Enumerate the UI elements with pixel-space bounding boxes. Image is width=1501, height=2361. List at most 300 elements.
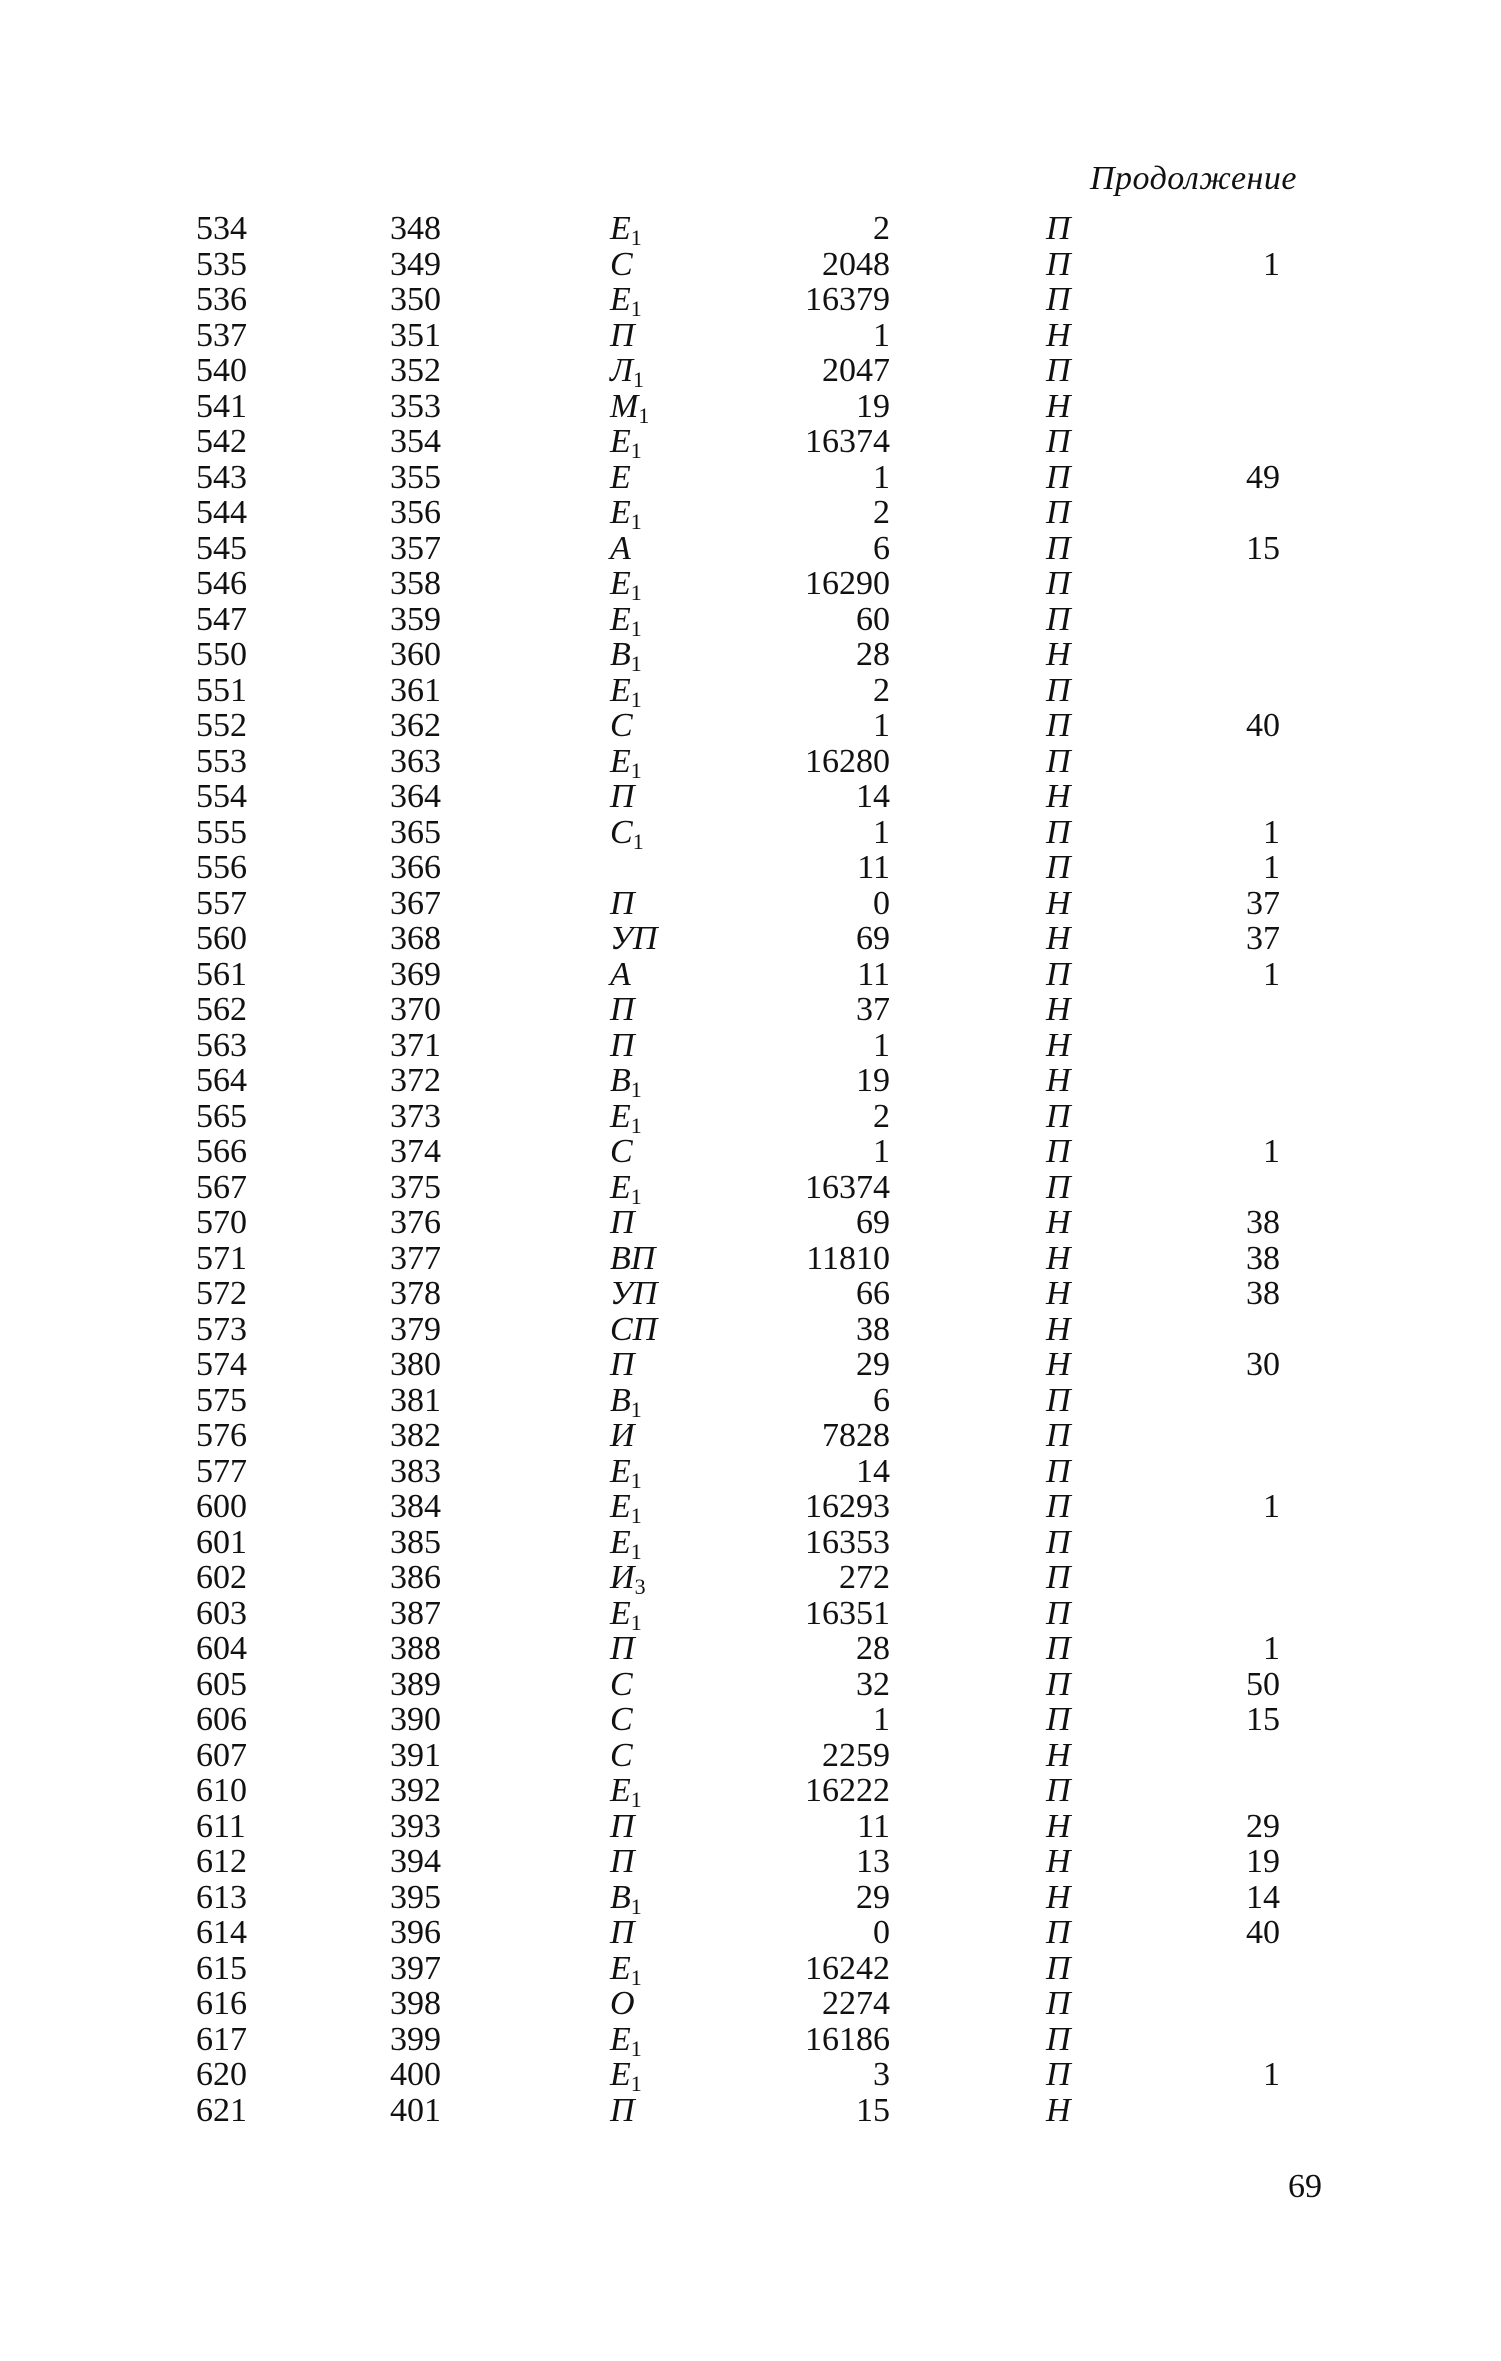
address-cell: 616 [196, 1985, 247, 2022]
operation-cell [610, 352, 690, 392]
table-row [0, 565, 1501, 605]
table-row [0, 1631, 1501, 1667]
flag-cell: П [1046, 1630, 1071, 1667]
index-cell: 355 [390, 458, 441, 496]
operation-cell [610, 1028, 690, 1064]
operand-cell: 2274 [822, 1985, 890, 2022]
operand-cell: 6 [873, 1381, 890, 1419]
operation-cell [610, 779, 690, 815]
index-cell: 393 [390, 1807, 441, 1845]
index-cell: 364 [390, 778, 441, 815]
table-row [0, 1523, 1501, 1564]
address-cell: 560 [196, 920, 247, 957]
flag-cell: Н [1046, 884, 1071, 922]
value-cell: 37 [1246, 884, 1280, 922]
page-number: 69 [1288, 2168, 1322, 2205]
flag-cell: П [1046, 245, 1071, 283]
operation-letter: Е [610, 1523, 631, 1561]
operation-letter: П [610, 2091, 635, 2129]
flag-cell: П [1046, 813, 1071, 851]
table-row [0, 1772, 1501, 1812]
operand-cell: 16379 [805, 281, 890, 318]
address-cell: 540 [196, 352, 247, 389]
operation-cell [610, 1168, 690, 1209]
operand-cell: 16353 [805, 1523, 890, 1561]
index-cell: 369 [390, 955, 441, 993]
operand-cell: 32 [856, 1665, 890, 1703]
operand-cell: 69 [856, 1204, 890, 1241]
index-cell: 387 [390, 1594, 441, 1632]
operation-letter: Е [610, 1097, 631, 1135]
operation-letter: П [610, 1843, 635, 1880]
operation-cell [610, 1488, 690, 1528]
value-cell: 1 [1263, 813, 1280, 851]
table-row [0, 1134, 1501, 1170]
table-row [0, 600, 1501, 641]
operation-cell [610, 531, 690, 567]
operand-cell: 69 [856, 920, 890, 957]
operation-cell [610, 1452, 690, 1493]
operation-letter: П [610, 1026, 635, 1064]
operation-cell [610, 708, 690, 744]
table-row [0, 423, 1501, 463]
operation-cell [610, 1702, 690, 1738]
address-cell: 562 [196, 991, 247, 1028]
address-cell: 607 [196, 1736, 247, 1774]
flag-cell: П [1046, 423, 1071, 460]
operand-cell: 0 [873, 884, 890, 922]
table-row [0, 1168, 1501, 1209]
table-row [0, 850, 1501, 886]
flag-cell: Н [1046, 778, 1071, 815]
operand-cell: 14 [856, 778, 890, 815]
flag-cell: П [1046, 600, 1071, 638]
index-cell: 397 [390, 1949, 441, 1987]
index-cell: 350 [390, 281, 441, 318]
value-cell: 40 [1246, 1914, 1280, 1951]
address-cell: 611 [196, 1807, 246, 1845]
index-cell: 370 [390, 991, 441, 1028]
operation-cell [610, 1418, 690, 1454]
operand-cell: 13 [856, 1843, 890, 1880]
value-cell: 30 [1246, 1346, 1280, 1383]
index-cell: 352 [390, 352, 441, 389]
address-cell: 603 [196, 1594, 247, 1632]
operation-cell [610, 813, 690, 854]
index-cell: 386 [390, 1559, 441, 1596]
address-cell: 543 [196, 458, 247, 496]
flag-cell: П [1046, 1133, 1071, 1170]
table-row [0, 1488, 1501, 1528]
operation-subscript: 1 [630, 296, 642, 321]
operation-cell [610, 423, 690, 463]
operation-letter: Е [610, 1452, 631, 1490]
operation-letter: С [610, 1133, 633, 1170]
flag-cell: Н [1046, 1310, 1071, 1348]
index-cell: 392 [390, 1772, 441, 1809]
operation-subscript: 1 [630, 438, 642, 463]
operation-letter: Е [610, 494, 631, 531]
flag-cell: П [1046, 1168, 1071, 1206]
flag-cell: Н [1046, 991, 1071, 1028]
table-row [0, 1702, 1501, 1738]
table-row [0, 1241, 1501, 1277]
operand-cell: 16374 [805, 423, 890, 460]
operand-cell: 7828 [822, 1417, 890, 1454]
operand-cell: 16280 [805, 742, 890, 780]
table-row [0, 921, 1501, 957]
operation-letter: П [610, 884, 635, 922]
operand-cell: 11 [857, 849, 890, 886]
operation-letter: С [610, 1736, 633, 1774]
operation-subscript: 1 [630, 1609, 642, 1635]
address-cell: 621 [196, 2091, 247, 2129]
index-cell: 384 [390, 1488, 441, 1525]
flag-cell: Н [1046, 1346, 1071, 1383]
table-row [0, 992, 1501, 1028]
operation-letter: Е [610, 458, 631, 496]
address-cell: 541 [196, 387, 247, 425]
operation-subscript: 1 [630, 757, 642, 783]
table-row [0, 1097, 1501, 1138]
value-cell: 38 [1246, 1239, 1280, 1277]
operation-subscript: 1 [630, 651, 642, 676]
address-cell: 617 [196, 2020, 247, 2058]
table-row [0, 531, 1501, 567]
operation-cell [610, 1523, 690, 1564]
table-row [0, 1418, 1501, 1454]
operation-subscript: 1 [630, 1112, 642, 1138]
operation-cell [610, 886, 690, 922]
operation-cell [610, 2056, 690, 2096]
flag-cell: П [1046, 565, 1071, 602]
index-cell: 401 [390, 2091, 441, 2129]
index-cell: 353 [390, 387, 441, 425]
table-row [0, 1452, 1501, 1493]
flag-cell: Н [1046, 1878, 1071, 1916]
operation-letter: Е [610, 1488, 631, 1525]
index-cell: 373 [390, 1097, 441, 1135]
table-row [0, 779, 1501, 815]
operation-cell [610, 1347, 690, 1383]
index-cell: 363 [390, 742, 441, 780]
operation-letter: Л [610, 352, 634, 389]
operation-cell [610, 1844, 690, 1880]
address-cell: 551 [196, 671, 247, 709]
operation-cell [610, 387, 690, 428]
operand-cell: 28 [856, 636, 890, 673]
address-cell: 605 [196, 1665, 247, 1703]
operation-cell [610, 636, 690, 676]
table-row [0, 1028, 1501, 1064]
operation-letter: Е [610, 281, 631, 318]
flag-cell: П [1046, 2020, 1071, 2058]
address-cell: 545 [196, 529, 247, 567]
operation-cell [610, 921, 690, 957]
operation-subscript: 1 [630, 225, 642, 250]
operation-subscript: 1 [630, 1538, 642, 1564]
operand-cell: 19 [856, 387, 890, 425]
value-cell: 37 [1246, 920, 1280, 957]
operation-cell [610, 1986, 690, 2022]
index-cell: 394 [390, 1843, 441, 1880]
operand-cell: 16242 [805, 1949, 890, 1987]
operation-cell [610, 1062, 690, 1102]
flag-cell: П [1046, 1381, 1071, 1419]
value-cell: 29 [1246, 1807, 1280, 1845]
operand-cell: 11 [857, 955, 890, 993]
address-cell: 554 [196, 778, 247, 815]
flag-cell: Н [1046, 1239, 1071, 1277]
value-cell: 1 [1263, 1133, 1280, 1170]
address-cell: 577 [196, 1452, 247, 1490]
operation-letter: Е [610, 423, 631, 460]
value-cell: 19 [1246, 1843, 1280, 1880]
operand-cell: 272 [839, 1559, 890, 1596]
operation-cell [610, 1381, 690, 1422]
operand-cell: 16374 [805, 1168, 890, 1206]
operand-cell: 66 [856, 1275, 890, 1312]
flag-cell: Н [1046, 1736, 1071, 1774]
table-row [0, 1312, 1501, 1348]
operation-letter: П [610, 1630, 635, 1667]
table-row [0, 813, 1501, 854]
flag-cell: Н [1046, 920, 1071, 957]
table-row [0, 387, 1501, 428]
operand-cell: 37 [856, 991, 890, 1028]
index-cell: 360 [390, 636, 441, 673]
operation-cell [610, 1667, 690, 1703]
flag-cell: Н [1046, 387, 1071, 425]
operand-cell: 2259 [822, 1736, 890, 1774]
table-row [0, 1915, 1501, 1951]
index-cell: 389 [390, 1665, 441, 1703]
table-row [0, 352, 1501, 392]
table-row [0, 957, 1501, 993]
operation-letter: В [610, 1381, 631, 1419]
operation-letter: УП [610, 1275, 658, 1312]
table-row [0, 886, 1501, 922]
address-cell: 544 [196, 494, 247, 531]
operation-subscript: 1 [630, 686, 642, 712]
command-table [0, 211, 1501, 2128]
operation-subscript: 1 [630, 2071, 642, 2096]
index-cell: 374 [390, 1133, 441, 1170]
operand-cell: 19 [856, 1062, 890, 1099]
address-cell: 536 [196, 281, 247, 318]
operation-letter: Е [610, 2056, 631, 2093]
operand-cell: 14 [856, 1452, 890, 1490]
address-cell: 606 [196, 1701, 247, 1738]
address-cell: 573 [196, 1310, 247, 1348]
flag-cell: П [1046, 458, 1071, 496]
address-cell: 565 [196, 1097, 247, 1135]
index-cell: 365 [390, 813, 441, 851]
operation-cell [610, 1097, 690, 1138]
index-cell: 354 [390, 423, 441, 460]
index-cell: 358 [390, 565, 441, 602]
operand-cell: 2 [873, 1097, 890, 1135]
table-row [0, 1844, 1501, 1880]
flag-cell: П [1046, 849, 1071, 886]
address-cell: 552 [196, 707, 247, 744]
operation-cell [610, 1631, 690, 1667]
operand-cell: 16293 [805, 1488, 890, 1525]
flag-cell: Н [1046, 316, 1071, 354]
index-cell: 372 [390, 1062, 441, 1099]
table-row [0, 281, 1501, 321]
value-cell: 1 [1263, 1488, 1280, 1525]
operation-subscript: 1 [630, 1964, 642, 1990]
address-cell: 602 [196, 1559, 247, 1596]
operand-cell: 29 [856, 1878, 890, 1916]
operand-cell: 6 [873, 529, 890, 567]
flag-cell: Н [1046, 2091, 1071, 2129]
flag-cell: Н [1046, 1807, 1071, 1845]
index-cell: 368 [390, 920, 441, 957]
index-cell: 351 [390, 316, 441, 354]
address-cell: 542 [196, 423, 247, 460]
operation-letter: Е [610, 671, 631, 709]
operation-letter: Е [610, 1772, 631, 1809]
operation-letter: П [610, 1914, 635, 1951]
operation-subscript: 1 [630, 615, 642, 641]
table-row [0, 1062, 1501, 1102]
operation-subscript: 1 [630, 1787, 642, 1812]
table-row [0, 460, 1501, 496]
address-cell: 555 [196, 813, 247, 851]
index-cell: 378 [390, 1275, 441, 1312]
index-cell: 382 [390, 1417, 441, 1454]
table-row [0, 1667, 1501, 1703]
table-row [0, 1809, 1501, 1845]
flag-cell: П [1046, 1665, 1071, 1703]
operand-cell: 28 [856, 1630, 890, 1667]
operation-letter: А [610, 529, 631, 567]
table-row [0, 1559, 1501, 1599]
operation-cell [610, 247, 690, 283]
operation-letter: Е [610, 742, 631, 780]
operation-letter: И [610, 1559, 635, 1596]
table-row [0, 1878, 1501, 1919]
value-cell: 50 [1246, 1665, 1280, 1703]
value-cell: 15 [1246, 1701, 1280, 1738]
operation-letter: П [610, 1346, 635, 1383]
flag-cell: П [1046, 671, 1071, 709]
operation-letter: В [610, 1878, 631, 1916]
operand-cell: 16351 [805, 1594, 890, 1632]
operation-subscript: 1 [630, 2035, 642, 2061]
flag-cell: П [1046, 529, 1071, 567]
table-row [0, 210, 1501, 250]
operation-letter: ВП [610, 1239, 656, 1277]
operation-cell [610, 565, 690, 605]
operation-letter: Е [610, 1594, 631, 1632]
operation-cell [610, 600, 690, 641]
operation-cell [610, 1312, 690, 1348]
operand-cell: 3 [873, 2056, 890, 2093]
index-cell: 399 [390, 2020, 441, 2058]
address-cell: 550 [196, 636, 247, 673]
index-cell: 383 [390, 1452, 441, 1490]
flag-cell: Н [1046, 1204, 1071, 1241]
flag-cell: П [1046, 1701, 1071, 1738]
flag-cell: П [1046, 352, 1071, 389]
flag-cell: П [1046, 281, 1071, 318]
operation-cell [610, 2020, 690, 2061]
operand-cell: 2048 [822, 245, 890, 283]
flag-cell: Н [1046, 1062, 1071, 1099]
operation-letter: П [610, 316, 635, 354]
operation-cell [610, 1559, 690, 1599]
table-row [0, 2020, 1501, 2061]
operation-cell [610, 957, 690, 993]
address-cell: 547 [196, 600, 247, 638]
index-cell: 395 [390, 1878, 441, 1916]
address-cell: 614 [196, 1914, 247, 1951]
table-row [0, 1594, 1501, 1635]
operation-letter: С [610, 1701, 633, 1738]
value-cell: 1 [1263, 245, 1280, 283]
operation-cell [610, 671, 690, 712]
address-cell: 567 [196, 1168, 247, 1206]
operation-cell [610, 1205, 690, 1241]
operand-cell: 2 [873, 671, 890, 709]
value-cell: 1 [1263, 2056, 1280, 2093]
operation-cell [610, 742, 690, 783]
operation-cell [610, 1594, 690, 1635]
operand-cell: 2 [873, 210, 890, 247]
table-row [0, 1949, 1501, 1990]
operation-cell [610, 494, 690, 534]
operation-letter: СП [610, 1310, 658, 1348]
operand-cell: 1 [873, 813, 890, 851]
value-cell: 38 [1246, 1204, 1280, 1241]
operation-cell [610, 2093, 690, 2129]
address-cell: 615 [196, 1949, 247, 1987]
table-row [0, 636, 1501, 676]
flag-cell: Н [1046, 636, 1071, 673]
operation-letter: Е [610, 2020, 631, 2058]
operation-letter: М [610, 387, 639, 425]
index-cell: 375 [390, 1168, 441, 1206]
operand-cell: 11810 [806, 1239, 890, 1277]
index-cell: 390 [390, 1701, 441, 1738]
flag-cell: Н [1046, 1843, 1071, 1880]
index-cell: 349 [390, 245, 441, 283]
flag-cell: Н [1046, 1026, 1071, 1064]
value-cell: 40 [1246, 707, 1280, 744]
operation-subscript: 1 [630, 580, 642, 605]
address-cell: 546 [196, 565, 247, 602]
flag-cell: П [1046, 1488, 1071, 1525]
operation-letter: Е [610, 1949, 631, 1987]
table-row [0, 494, 1501, 534]
table-row [0, 247, 1501, 283]
page-heading: Продолжение [1090, 160, 1298, 197]
address-cell: 561 [196, 955, 247, 993]
operation-subscript: 1 [630, 1503, 642, 1528]
operation-letter: Е [610, 600, 631, 638]
index-cell: 366 [390, 849, 441, 886]
operand-cell: 15 [856, 2091, 890, 2129]
operation-letter: В [610, 636, 631, 673]
operation-subscript: 1 [630, 509, 642, 534]
operation-letter: П [610, 1204, 635, 1241]
operation-subscript: 1 [630, 1183, 642, 1209]
operand-cell: 0 [873, 1914, 890, 1951]
operation-letter: С [610, 813, 633, 851]
